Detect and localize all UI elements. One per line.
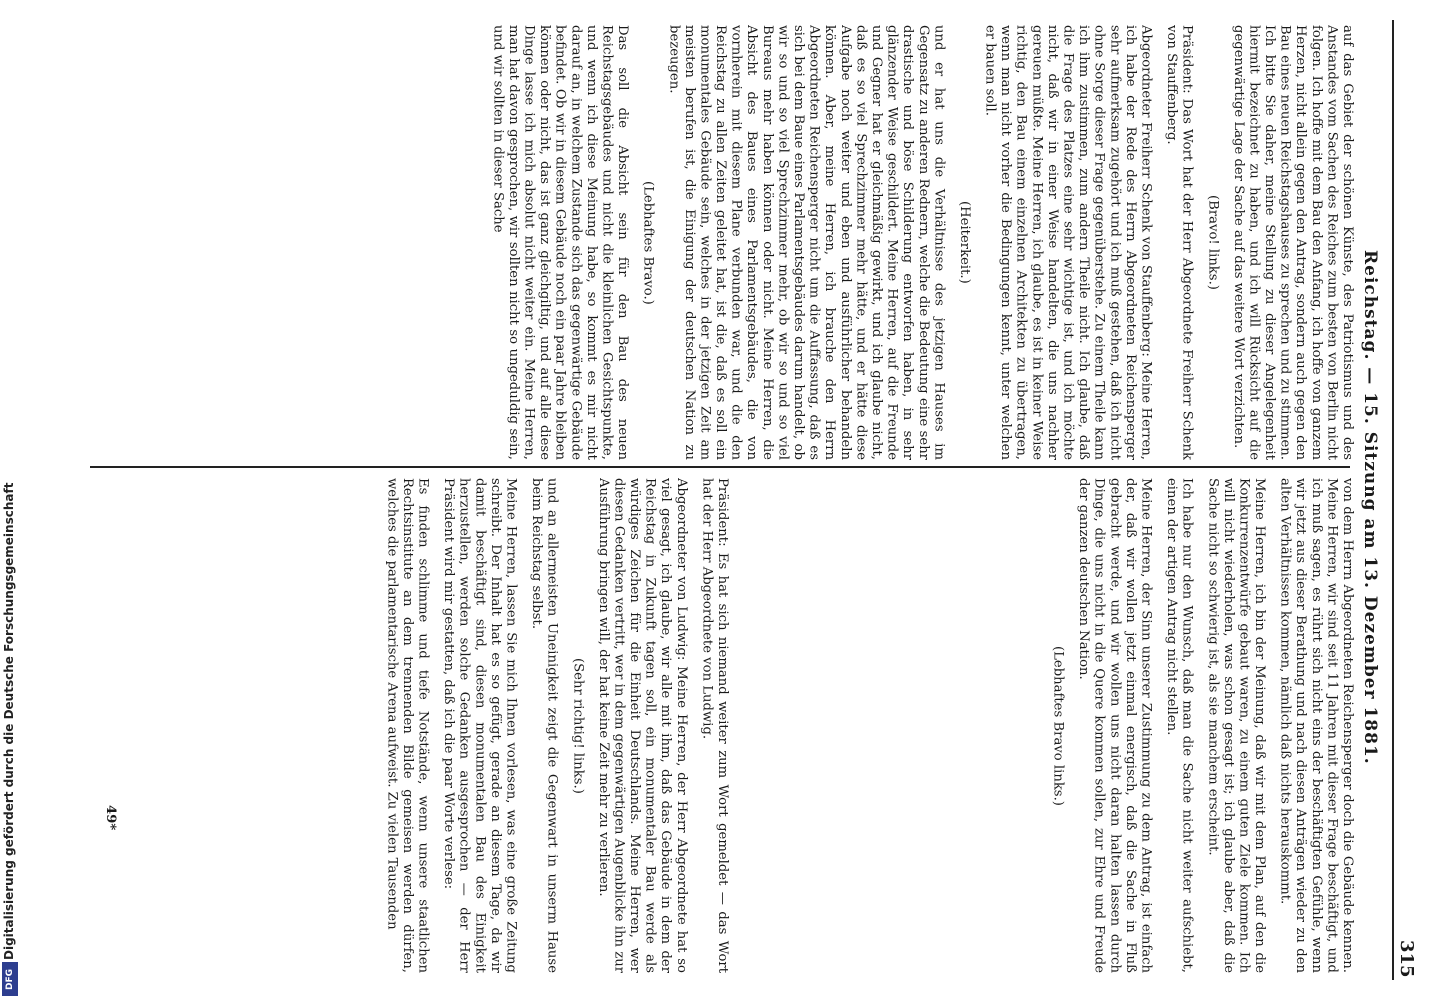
paragraph: Das soll die Absicht sein für den Bau des neuen Reichstagsgebäudes und nicht die kleinlichen Gesichtspunkte, und wenn ich diese Meinung habe, so kommt es mir nicht darauf an, in welchem Zustande sich das gegenwärtige Gebäude befindet. Ob wir in diesem Gebäude noch ein paar Jahre bleiben können oder nicht, das ist ganz gleichgiltig, und auf alle diese Dinge lasse ich mich absolut nicht weiter ein. Meine Herren, man hat davon gesprochen, wir sollten nicht so ungeduldig sein, und wir sollten in dieser Sache	[490, 25, 631, 460]
speaker-paragraph: Abgeordneter Freiherr Schenk von Stauffenberg: Meine Herren, ich habe der Rede des Herrn Abgeordneten Reichensperger sehr aufmerksam zugehört und ich muß gestehen, daß ich nicht ohne Sorge dieser Frage gegenüberstehe. Zu einem Theile kann ich ihm zustimmen, zum andern Theile nicht. Ich glaube, daß die Frage des Platzes eine sehr wichtige ist, und ich möchte nicht, daß wir in einer Weise handelten, die uns nachher gereuen müßte. Meine Herren, ich glaube, es ist in keiner Weise richtig, den Bau einem einzelnen Architekten zu übertragen, wenn man nicht vorher die Bedingungen kennt, unter welchen er bauen soll.	[982, 25, 1154, 460]
paragraph: und er hat uns die Verhältnisse des jetzigen Hauses im Gegensatz zu anderen Rednern, welche die Bedeutung eine sehr drastische und böse Schilderung entworfen haben, in sehr glänzender Weise geschildert. Meine Herren, auf die Freunde und Gegner hat er gleichmäßig gewirkt, und ich glaube nicht, daß es so viel Sprechzimmer mehr hätte, und er hätte diese Aufgabe noch weiter und eben und ausführlicher behandeln können. Aber, meine Herren, ich brauche den Herrn Abgeordneten Reichensperger nicht um die Auffassung, daß es sich bei dem Baue eines Parlamentsgebäudes darum handelt, ob wir so und so viel Sprechzimmer mehr, ob wir so und so viel Bureaus mehr haben können oder nicht. Meine Herren, die Absicht des Baues eines Parlamentsgebäudes, die von vornherein mit diesem Plane verbunden war, und die den Reichstag zu allen Zeiten geleitet hat, ist die, daß es soll ein monumentales Gebäude sein, welches in der jetzigen Zeit am meisten berufen ist, die Einigung der deutschen Nation zu bezeugen.	[666, 25, 947, 460]
speaker-paragraph: Präsident: Das Wort hat der Herr Abgeordnete Freiherr Schenk von Stauffenberg.	[1164, 25, 1195, 460]
paragraph: Meine Herren, ich bin der Meinung, daß wir mit dem Plan, auf den die Konkurrenzentwürfe gebaut waren, zu einem guten Ziele kommen. Ich will nicht wiederholen, was schon gesagt ist; ich glaube aber, daß die Sache nicht so schwierig ist, als sie manchem erscheint.	[1205, 478, 1268, 973]
page-number: 315	[1396, 940, 1417, 978]
paragraph: Meine Herren, der Sinn unserer Zustimmung zu dem Antrag, ist einfach der, daß wir wollen jetzt einmal energisch, daß die Sache in Fluß gebracht werde, und wir wollen uns nicht daran halten lassen durch Dinge, die uns nicht in die Quere kommen sollen, zur Ehre und Freude der ganzen deutschen Nation.	[1076, 478, 1154, 973]
column-divider	[90, 466, 1350, 468]
signature-mark: 49*	[103, 805, 118, 831]
paragraph: Ich habe nur den Wunsch, daß man die Sache nicht weiter aufschiebt, einen der artigen Antrag nicht stellen.	[1164, 478, 1195, 973]
speaker-paragraph: Präsident: Es hat sich niemand weiter zum Wort gemeldet — das Wort hat der Herr Abgeordnete von Ludwig.	[699, 478, 730, 973]
column-left-text	[90, 25, 1355, 460]
column-right-text	[740, 478, 1355, 973]
paragraph: und an allermeisten Uneinigkeit zeigt die Gegenwart in unserm Hause beim Reichstag selbst.	[529, 478, 560, 973]
column-middle-text	[90, 478, 730, 973]
paragraph: Meine Herren, lassen Sie mich Ihnen vorlesen, was eine große Zeitung schreibt. Der Inhalt hat es so gefügt, gerade an diesem Tage, da wir damit beschäftigt sind, diesen monumentalen Bau des Einigkeit herzustellen, werden solche Gedanken ausgesprochen — der Herr Präsident wird mir gestatten, daß ich die paar Worte verlese:	[441, 478, 519, 973]
interjection: (Sehr richtig! links.)	[570, 657, 586, 794]
running-header: Reichstag. — 15. Sitzung am 13. Dezember 1881.	[1360, 250, 1380, 765]
paragraph: von dem Herrn Abgeordneten Reichensperger doch die Gebäude kennen. Meine Herren, wir sind seit 11 Jahren mit dieser Frage beschäftigt, und ich muß sagen, es rührt sich nicht eins der beschäftigten Gefühle, wenn wir jetzt aus dieser Berathung und nach diesen Anträgen wieder zu den alten Verhältnissen kommen, nämlich daß nichts herauskommt.	[1277, 478, 1355, 973]
header-rule	[1392, 20, 1394, 980]
interjection: (Heiterkeit.)	[956, 201, 972, 284]
paragraph: auf das Gebiet der schönen Künste, des Patriotismus und des Anstandes vom Sachen des Reiches zum besten von Berlin nicht folgen. Ich hoffe mit dem Bau den Anfang, ich hoffe von ganzem Herzen, nicht allein gegen den Antrag, sondern auch gegen den Bau eines neuen Reichstagshauses zu sprechen und zu stimmen. Ich bitte Sie daher, meine Stellung zu dieser Angelegenheit hiermit bezeichnet zu haben, und ich will Rücksicht auf die gegenwärtige Lage der Sache auf das weitere Wort verzichten.	[1230, 25, 1355, 460]
interjection: (Lebhaftes Bravo.)	[640, 180, 656, 305]
dfg-logo-icon: DFG	[2, 962, 18, 996]
digitization-credit: Digitalisierung gefördert durch die Deutsche Forschungsgemeinschaft	[2, 482, 16, 960]
interjection: (Bravo! links.)	[1205, 195, 1221, 290]
interjection: (Lebhaftes Bravo links.)	[1050, 645, 1066, 806]
quotation: Es finden schlimme und tiefe Notstände, wenn unsere staatlichen Rechtsinstitute an dem trennenden Bilde gemeisen werden dürfen, welches die parlamentarische Arena aufweist. Zu vielen Tausenden	[384, 478, 431, 973]
speaker-paragraph: Abgeordneter von Ludwig: Meine Herren, der Herr Abgeordnete hat so viel gesagt, ich glaube, wir alle mit ihm, daß das Gebäude in dem der Reichstag in Zukunft tagen soll, ein monumentaler Bau werde als würdiges Zeichen für die Einheit Deutschlands. Meine Herren, wer diesen Gedanken vertritt, wer in dem gegenwärtigen Augenblicke ihn zur Ausführung bringen will, der hat keine Zeit mehr zu verlieren.	[595, 478, 689, 973]
